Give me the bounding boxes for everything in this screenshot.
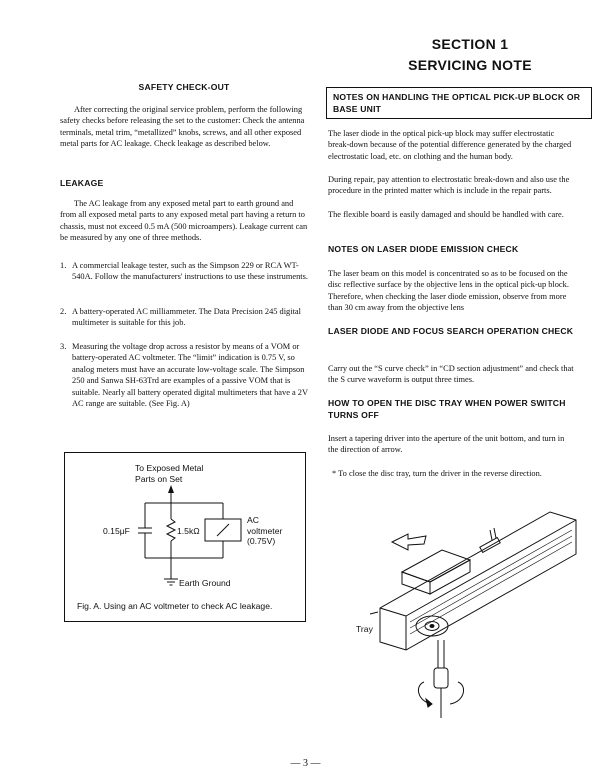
handling-text-1: The laser diode in the optical pick-up block may suffer electrostatic break-down because of the potential difference generated by the charged electrostatic load, etc. on clothing and the human body. <box>328 129 572 161</box>
list-item-3 <box>60 341 308 409</box>
focus-text: Carry out the “S curve check” in “CD section adjustment” and check that the S curve waveform is output three times. <box>328 364 574 385</box>
handling-text-3: The flexible board is easily damaged and should be handled with care. <box>328 210 564 219</box>
resistor-label: 1.5kΩ <box>177 526 200 536</box>
list-item-number: 3. <box>60 342 67 351</box>
tray-illustration <box>340 490 590 722</box>
voltmeter-label <box>247 515 282 547</box>
tray-heading: HOW TO OPEN THE DISC TRAY WHEN POWER SWITCH TURNS OFF <box>328 398 566 420</box>
capacitor-label: 0.15μF <box>103 526 130 536</box>
safety-text: After correcting the original service problem, perform the following safety checks before releasing the set to the customer: Check the antenna terminals, metal trim, “metallized” knobs, screws, and all other exposed metal parts for AC leakage. Check leakage as described below. <box>60 105 305 149</box>
list-item-text: Measuring the voltage drop across a resistor by means of a VOM or battery-operated AC voltmeter. The “limit” indication is 0.75 V, so analog meters must have an accurate low-voltage scale. The Simpson 250 and Sanwa SH-63Trd are examples of a passive VOM that is suitable. Nearly all battery operated digital multimeters that have a 2V AC range are suitable. (See Fig. A) <box>72 342 308 409</box>
laser-heading: NOTES ON LASER DIODE EMISSION CHECK <box>328 244 519 254</box>
figure-a-box <box>64 452 306 622</box>
laser-text: The laser beam on this model is concentrated so as to be focused on the disc reflective surface by the objective lens in the optical pick-up block. Therefore, when checking the laser diode emission, observe from more than 30 cm away from the objective lens <box>328 269 569 313</box>
handling-notes-box <box>326 87 592 119</box>
list-item-number: 1. <box>60 261 67 270</box>
leakage-text: The AC leakage from any exposed metal part to earth ground and from all exposed metal parts to any exposed metal part having a return to chassis, must not exceed 0.5 mA (500 microampers). Leakage current can be measured by any one of three methods. <box>60 199 308 243</box>
figure-top-label-line2: Parts on Set <box>135 473 183 484</box>
list-item-text: A battery-operated AC milliammeter. The Data Precision 245 digital multimeter is suitable for this job. <box>72 307 301 328</box>
list-item-2 <box>60 306 308 329</box>
safety-heading: SAFETY CHECK-OUT <box>138 82 230 92</box>
tray-label: Tray <box>356 624 373 634</box>
tray-note: * To close the disc tray, turn the driver in the reverse direction. <box>332 469 542 478</box>
leakage-heading: LEAKAGE <box>60 178 104 188</box>
voltmeter-label-line3: (0.75V) <box>247 536 276 546</box>
voltmeter-label-line2: voltmeter <box>247 525 283 536</box>
voltmeter-label-line1: AC <box>247 515 259 525</box>
figure-top-label-line1: To Exposed Metal <box>135 463 204 473</box>
list-item-1 <box>60 260 308 283</box>
tray-text: Insert a tapering driver into the aperture of the unit bottom, and turn in the direction of arrow. <box>328 434 565 455</box>
list-item-number: 2. <box>60 307 67 316</box>
page-number: — 3 — <box>290 758 321 769</box>
handling-heading: NOTES ON HANDLING THE OPTICAL PICK-UP BLOCK OR BASE UNIT <box>333 92 581 114</box>
ground-label: Earth Ground <box>179 578 231 588</box>
section-title: SECTION 1 <box>431 36 509 52</box>
focus-heading: LASER DIODE AND FOCUS SEARCH OPERATION CHECK <box>328 326 574 336</box>
figure-caption: Fig. A. Using an AC voltmeter to check AC leakage. <box>77 601 273 611</box>
handling-text-2: During repair, pay attention to electrostatic break-down and also use the procedure in the printed matter which is include in the repair parts. <box>328 175 570 196</box>
list-item-text: A commercial leakage tester, such as the Simpson 229 or RCA WT-540A. Follow the manufacturers' instructions to use these instruments. <box>72 261 308 282</box>
section-subtitle: SERVICING NOTE <box>408 57 532 73</box>
